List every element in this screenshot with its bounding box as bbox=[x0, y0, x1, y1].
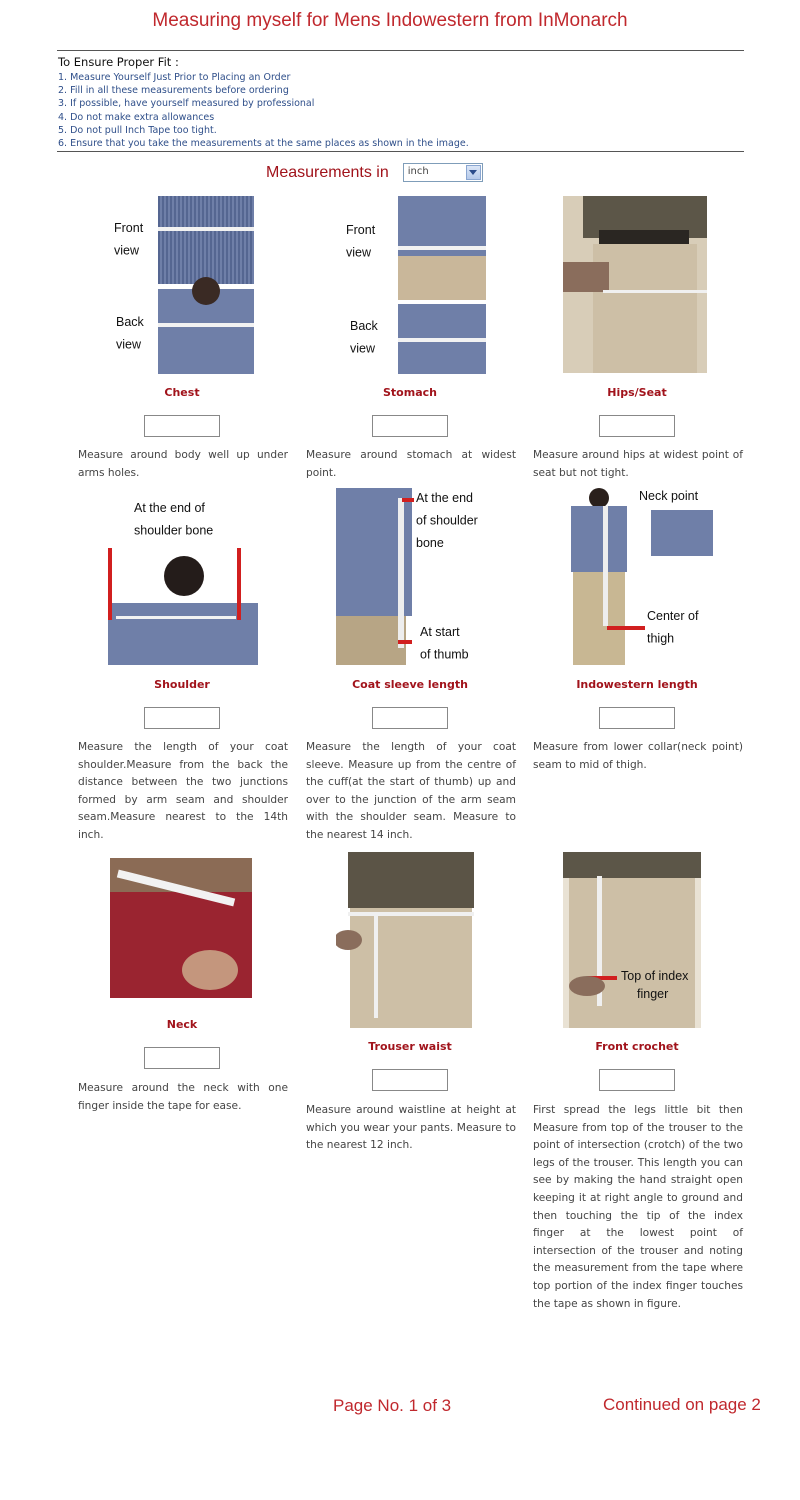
photo-label: Front view bbox=[114, 221, 144, 258]
chest-input[interactable] bbox=[144, 415, 220, 437]
sleeve-photo bbox=[336, 488, 486, 665]
units-row bbox=[266, 163, 483, 182]
trouser-waist-photo bbox=[336, 852, 486, 1028]
measure-description: Measure around stomach at widest point. bbox=[306, 449, 516, 479]
fit-item: 3. If possible, have yourself measured by professional bbox=[58, 98, 315, 110]
measure-description: First spread the legs little bit then Measure from top of the trouser to the point of intersection (crotch) of the two legs of the trouser. This length you can see by making the hand straight open keeping it at right angle to ground and then touching the tip of the index finger at the lowest point of intersection of the trouser and noting the measurement from the tape where top portion of the index finger touches the tape as shown in figure. bbox=[533, 1104, 743, 1310]
measure-label: Trouser waist bbox=[368, 1040, 452, 1053]
measure-description: Measure from lower collar(neck point) seam to mid of thigh. bbox=[533, 741, 743, 771]
measure-description: Measure around body well up under arms holes. bbox=[78, 449, 288, 479]
trouser-waist-input[interactable] bbox=[372, 1069, 448, 1091]
photo-label: finger bbox=[637, 987, 669, 1001]
fit-item: 6. Ensure that you take the measurements at the same places as shown in the image. bbox=[58, 138, 469, 150]
photo-label: At start of thumb bbox=[420, 625, 469, 662]
measure-label: Coat sleeve length bbox=[352, 678, 468, 691]
shoulder-photo bbox=[108, 488, 258, 665]
fit-list bbox=[58, 71, 469, 150]
chest-photo bbox=[110, 196, 260, 374]
indowestern-length-input[interactable] bbox=[599, 707, 675, 729]
fit-item: 5. Do not pull Inch Tape too tight. bbox=[58, 124, 217, 136]
page-number: Page No. 1 of 3 bbox=[333, 1396, 452, 1415]
front-crochet-input[interactable] bbox=[599, 1069, 675, 1091]
neck-photo bbox=[110, 858, 252, 998]
divider-top bbox=[57, 50, 744, 51]
measure-description: Measure the length of your coat shoulder.Measure from the back the distance between the two junctions formed by arm seam and shoulder seam.Measure nearest to the 14th inch. bbox=[78, 741, 288, 841]
measure-description: Measure around waistline at height at which you wear your pants. Measure to the nearest 12 inch. bbox=[306, 1104, 516, 1152]
measure-label: Neck bbox=[166, 1018, 198, 1031]
photo-label: At the end of shoulder bone bbox=[416, 491, 478, 550]
fit-item: 4. Do not make extra allowances bbox=[58, 111, 215, 123]
hips-photo bbox=[563, 196, 707, 373]
neck-input[interactable] bbox=[144, 1047, 220, 1069]
stomach-photo bbox=[336, 196, 488, 374]
hips-input[interactable] bbox=[599, 415, 675, 437]
fit-item: 1. Measure Yourself Just Prior to Placing an Order bbox=[58, 72, 291, 83]
measure-label: Hips/Seat bbox=[607, 386, 667, 399]
chevron-down-icon[interactable] bbox=[466, 165, 481, 180]
units-selected-value: inch bbox=[407, 166, 429, 177]
measure-description: Measure the length of your coat sleeve. Measure up from the centre of the cuff(at the start of thumb) up and over to the junction of the arm seam with the shoulder seam. Measure to the nearest 14 inch. bbox=[306, 741, 516, 841]
page-title: Measuring myself for Mens Indowestern from InMonarch bbox=[152, 10, 628, 31]
stomach-input[interactable] bbox=[372, 415, 448, 437]
measure-description: Measure around the neck with one finger inside the tape for ease. bbox=[78, 1082, 288, 1112]
photo-label: Neck point bbox=[639, 489, 699, 503]
measure-label: Indowestern length bbox=[576, 678, 698, 691]
shoulder-input[interactable] bbox=[144, 707, 220, 729]
photo-label: Back view bbox=[350, 319, 378, 356]
fit-heading: To Ensure Proper Fit : bbox=[58, 55, 179, 69]
measure-description: Measure around hips at widest point of seat but not tight. bbox=[533, 449, 743, 479]
units-label: Measurements in bbox=[266, 163, 389, 181]
measure-label: Front crochet bbox=[595, 1040, 679, 1053]
divider-bottom bbox=[57, 151, 744, 152]
units-select[interactable] bbox=[403, 163, 483, 182]
photo-label: Center of thigh bbox=[647, 609, 699, 646]
photo-label: Front view bbox=[346, 223, 376, 260]
continued-link[interactable]: Continued on page 2 bbox=[603, 1395, 761, 1414]
photo-label: Back view bbox=[116, 315, 144, 352]
photo-label: Top of index bbox=[621, 969, 689, 983]
measure-label: Chest bbox=[164, 386, 200, 399]
fit-item: 2. Fill in all these measurements before ordering bbox=[58, 85, 289, 97]
sleeve-input[interactable] bbox=[372, 707, 448, 729]
photo-label: At the end of shoulder bone bbox=[134, 501, 214, 538]
measure-label: Stomach bbox=[383, 386, 437, 399]
measure-label: Shoulder bbox=[154, 678, 210, 691]
front-crochet-photo bbox=[563, 852, 701, 1028]
indowestern-photo bbox=[563, 488, 713, 665]
